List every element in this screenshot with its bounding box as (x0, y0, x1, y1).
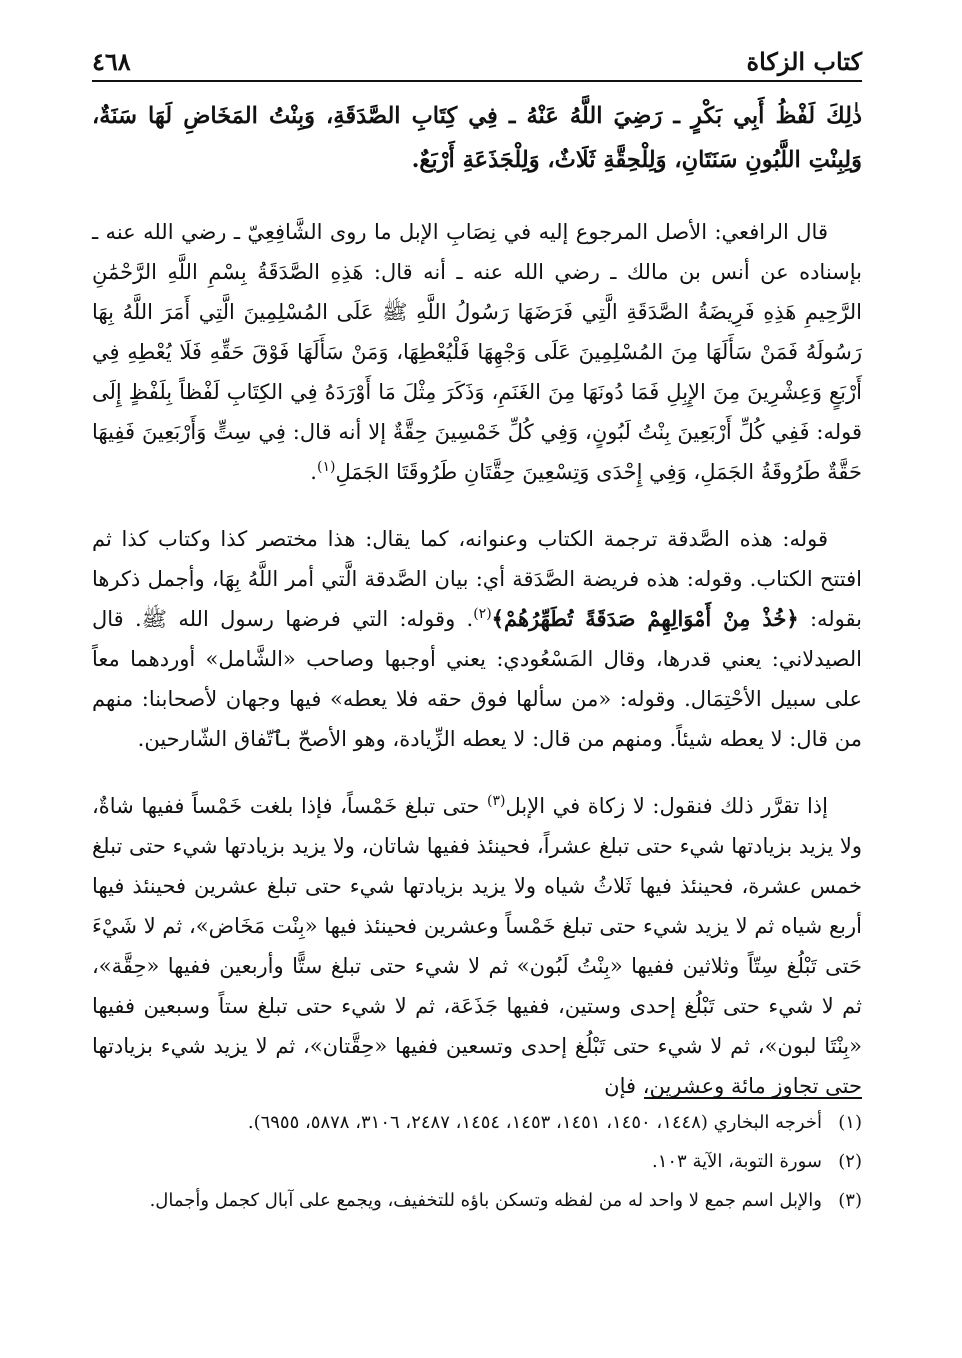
rafii-end: . (310, 460, 317, 484)
page-header (92, 38, 862, 76)
book-title: كتاب الزكاة (746, 47, 862, 76)
footnote-number: (٢) (838, 1151, 862, 1172)
main-text (92, 94, 862, 1133)
footnote-ref-3[interactable]: (٣) (487, 793, 506, 809)
footnote-text: سورة التوبة، الآية ١٠٣. (651, 1151, 822, 1172)
footnotes (100, 1108, 862, 1225)
footnote-text: أخرجه البخاري (١٤٤٨، ١٤٥٠، ١٤٥١، ١٤٥٣، ١٤٥٤، ٢٤٨٧، ٣١٠٦، ٥٨٧٨، ٦٩٥٥). (247, 1112, 822, 1133)
hadith-text: ذٰلِكَ لَفْظُ أَبِي بَكْرٍ ـ رَضِيَ اللَّهُ عَنْهُ ـ فِي كِتَابِ الصَّدَقَةِ، وَبِنْتُ المَخَاضِ لَهَا سَنَةٌ، وَلِبِنْتِ اللَّبُونِ سَنَتَانِ، وَلِلْحِقَّةِ ثَلَاثٌ، وَلِلْجَذَعَةِ أَرْبَعٌ. (92, 103, 862, 173)
footnote-text: والإبل اسم جمع لا واحد له من لفظه وتسكن باؤه للتخفيف، ويجمع على آبال كجمل وأجمال. (149, 1190, 822, 1211)
header-rule (92, 80, 862, 82)
footnote-ref-2[interactable]: (٢) (473, 606, 492, 622)
rafii-text: قال الرافعي: الأصل المرجوع إليه في نِصَابِ الإبل ما روى الشَّافِعِيّ ـ رضي الله عنه ـ بإسناده عن أنس بن مالك ـ رضي الله عنه ـ أنه قال: هَذِهِ الصَّدَقَةُ بِسْمِ اللَّهِ الرَّحْمَٰنِ الرَّحِيمِ هَذِهِ فَرِيضَةُ الصَّدَقَةِ الَّتِي فَرَضَهَا رَسُولُ اللَّهِ ﷺ عَلَى المُسْلِمِينَ الَّتِي أَمَرَ اللَّهُ بِهَا رَسُولَهُ فَمَنْ سَأَلَهَا مِنَ المُسْلِمِينَ عَلَى وَجْهِهَا فَلْيُعْطِهَا، وَمَنْ سَأَلَهَا فَوْقَ حَقِّهِ فَلَا يُعْطِهِ فِي أَرْبَعٍ وَعِشْرِينَ مِنَ الإِبِلِ فَمَا دُونَهَا مِنَ الغَنَمِ، وَذَكَرَ مِثْلَ مَا أَوْرَدَهُ فِي الكِتَابِ لَفْظاً بِلَفْظٍ إِلَى قوله: فَفِي كُلِّ أَرْبَعِينَ بِنْتُ لَبُونٍ، وَفِي كُلِّ خَمْسِينَ حِقَّةٌ إلا أنه قال: فِي سِتٍّ وَأَرْبَعِينَ فَفِيهَا حَقَّةٌ طَرُوقَةُ الجَمَلِ، وَفِي إِحْدَى وَتِسْعِينَ حِقَّتَانِ طَرُوقَتَا الجَمَلِ (92, 220, 862, 484)
commentary-text-1: قوله: هذه الصَّدقة ترجمة الكتاب وعنوانه، كما يقال: هذا مختصر كذا وكتاب كذا ثم افتتح الكتاب. وقوله: هذه فريضة الصَّدَقة أي: بيان الصَّدقة الَّتي أمر اللَّهُ بِهَا، وأجمل ذكرها بقوله: (92, 527, 863, 631)
footnote-number: (٣) (838, 1190, 862, 1211)
commentary-paragraph (92, 519, 862, 759)
footnote-number: (١) (838, 1112, 862, 1133)
footnote-ref-1[interactable]: (١) (316, 459, 336, 475)
nisab-text-1: إذا تقرَّر ذلك فنقول: لا زكاة في الإبل (505, 794, 828, 818)
commentary-text-2: . وقوله: التي فرضها رسول الله ﷺ. قال الصيدلاني: يعني قدرها، وقال المَسْعُودي: يعني أوجبها وصاحب «الشَّامل» أوردهما معاً على سبيل الأحْتِمَال. وقوله: «من سألها فوق حقه فلا يعطه» فيها وجهان لأصحابنا: منهم من قال: لا يعطه شيئاً. ومنهم من قال: لا يعطه الزِّيادة، وهو الأصحّ بٱتّفاق الشّارحين. (92, 607, 862, 751)
quran-verse: ﴿خُذْ مِنْ أَمْوَالِهِمْ صَدَقَةً تُطَهِّرُهُمْ﴾ (491, 606, 799, 631)
nisab-text-2: حتى تبلغ خَمْساً، فإذا بلغت خَمْساً ففيها شاةٌ، ولا يزيد بزيادتها شيء حتى تبلغ عشراً، فحينئذ ففيها شاتان، ولا يزيد بزيادتها شيء حتى تبلغ خمس عشرة، فحينئذ فيها ثَلاثُ شياه ولا يزيد بزيادتها شيء حتى تبلغ عشرين فحينئذ فيها أربع شياه ثم لا يزيد شيء حتى تبلغ خَمْساً وعشرين فحينئذ فيها «بِنْت مَخَاض»، ثم لا شَيْءَ حَتى تَبْلُغ سِتّاً وثلاثين ففيها «بِنْتُ لَبُون» ثم لا شيء حتى تبلغ ستًّا وأربعين ففيها «حِقَّة»، ثم لا شيء حتى تَبْلُغ إحدى وستين، ففيها جَذَعَة، ثم لا شيء حتى تبلغ ستاً وسبعين ففيها «بِنْتَا لبون»، ثم لا شيء حتى تَبْلُغ إحدى وتسعين ففيها «حِقَّتان»، ثم لا يزيد شيء بزيادتها حتى تجاوز مائة وعشرين، فإن (92, 794, 862, 1098)
footnote-rule (644, 1097, 862, 1099)
footnote-1 (100, 1108, 862, 1138)
rafii-paragraph (92, 212, 862, 492)
footnote-2 (100, 1147, 862, 1177)
nisab-paragraph (92, 786, 862, 1106)
footnote-3 (100, 1186, 862, 1216)
page-number: ٤٦٨ (92, 47, 131, 76)
hadith-paragraph (92, 94, 862, 182)
